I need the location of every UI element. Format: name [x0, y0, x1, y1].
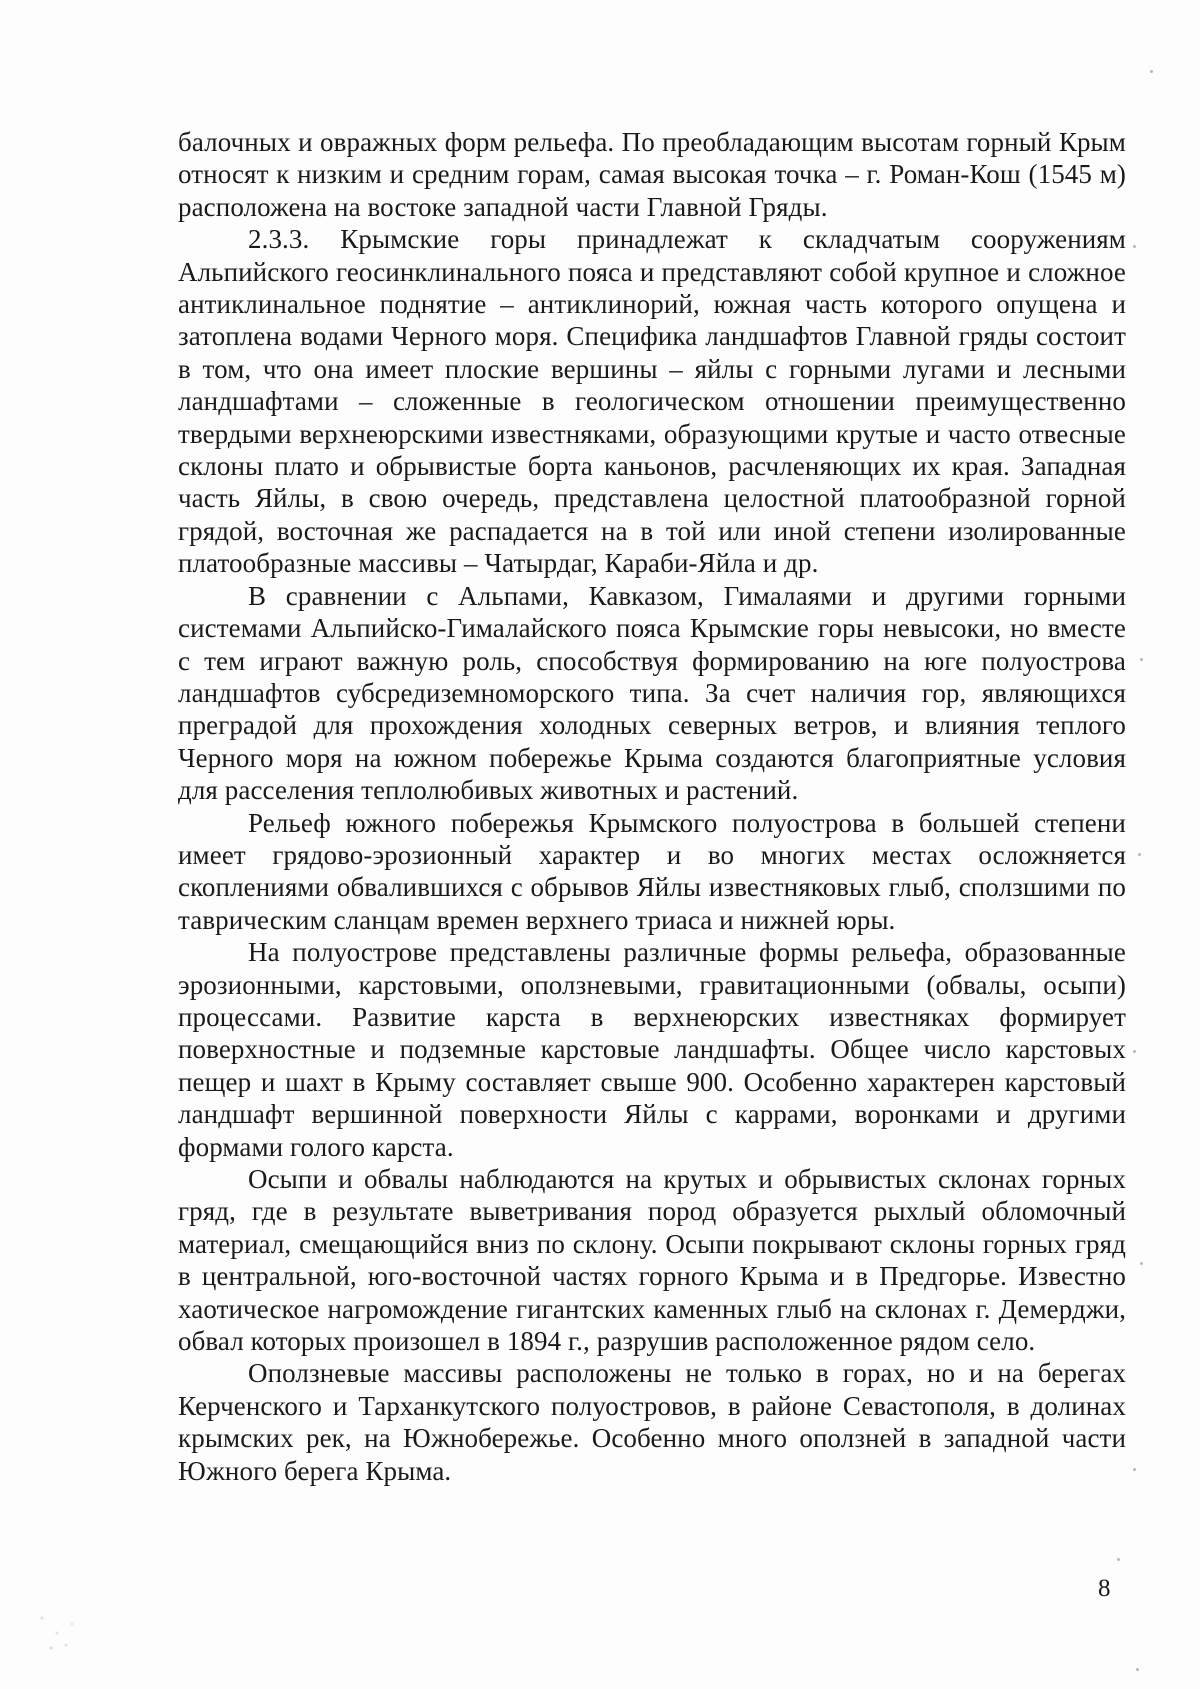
paragraph-section-2-3-3: 2.3.3. Крымские горы принадлежат к складчатым сооружениям Альпийского геосинклинального пояса и представляют собой крупное и сложное антиклинальное поднятие – антиклинорий, южная часть которого опущена и затоплена водами Черного моря. Специфика ландшафтов Главной гряды состоит в том, что она имеет плоские вершины – яйлы с горными лугами и лесными ландшафтами – сложенные в геологическом отношении преимущественно твердыми верхнеюрскими известняками, образующими крутые и часто отвесные склоны плато и обрывистые борта каньонов, расчленяющих их края. Западная часть Яйлы, в свою очередь, представлена целостной платообразной горной грядой, восточная же распадается на в той или иной степени изолированные платообразные массивы – Чатырдаг, Караби-Яйла и др. [178, 224, 1126, 579]
scan-smudge [30, 1600, 90, 1660]
paragraph-south-coast-relief: Рельеф южного побережья Крымского полуострова в большей степени имеет грядово-эрозионный характер и во многих местах осложняется скоплениями обвалившихся с обрывов Яйлы известняковых глыб, сползшими по таврическим сланцам времен верхнего триаса и нижней юры. [178, 807, 1126, 935]
page-number: 8 [1098, 1575, 1111, 1602]
scan-speck [1136, 1668, 1139, 1671]
body-text [178, 126, 1126, 1487]
paragraph-screes-landslides: Осыпи и обвалы наблюдаются на крутых и обрывистых склонах горных гряд, где в результате выветривания пород образуется рыхлый обломочный материал, смещающийся вниз по склону. Осыпи покрывают склоны горных гряд в центральной, юго-восточной частях горного Крыма и в Предгорье. Известно хаотическое нагромождение гигантских каменных глыб на склонах г. Демерджи, обвал которых произошел в 1894 г., разрушив расположенное рядом село. [178, 1164, 1126, 1357]
paragraph-comparison: В сравнении с Альпами, Кавказом, Гималаями и другими горными системами Альпийско-Гималайского пояса Крымские горы невысоки, но вместе с тем играют важную роль, способствуя формированию на юге полуострова ландшафтов субсредиземноморского типа. За счет наличия гор, являющихся преградой для прохождения холодных северных ветров, и влияния теплого Черного моря на южном побережье Крыма создаются благоприятные условия для расселения теплолюбивых животных и растений. [178, 580, 1126, 806]
scan-speck [1133, 1050, 1136, 1053]
paragraph-relief-forms: На полуострове представлены различные формы рельефа, образованные эрозионными, карстовыми, оползневыми, гравитационными (обвалы, осыпи) процессами. Развитие карста в верхнеюрских известняках формирует поверхностные и подземные карстовые ландшафты. Общее число карстовых пещер и шахт в Крыму составляет свыше 900. Особенно характерен карстовый ландшафт вершинной поверхности Яйлы с каррами, воронками и другими формами голого карста. [178, 937, 1126, 1162]
scan-speck [1133, 1468, 1136, 1471]
scan-speck [1140, 1262, 1143, 1265]
scan-speck [1150, 70, 1153, 73]
paragraph-continuation: балочных и овражных форм рельефа. По преобладающим высотам горный Крым относят к низким и средним горам, самая высокая точка – г. Роман-Кош (1545 м) расположена на востоке западной части Главной Гряды. [178, 127, 1126, 222]
scan-speck [1140, 658, 1143, 661]
scan-speck [1117, 1558, 1120, 1561]
paragraph-landslide-massifs: Оползневые массивы расположены не только в горах, но и на берегах Керченского и Тарханкутского полуостровов, в районе Севастополя, в долинах крымских рек, на Южнобережье. Особенно много оползней в западной части Южного берега Крыма. [178, 1358, 1126, 1486]
scan-speck [1138, 853, 1141, 856]
scan-speck [1133, 245, 1136, 248]
